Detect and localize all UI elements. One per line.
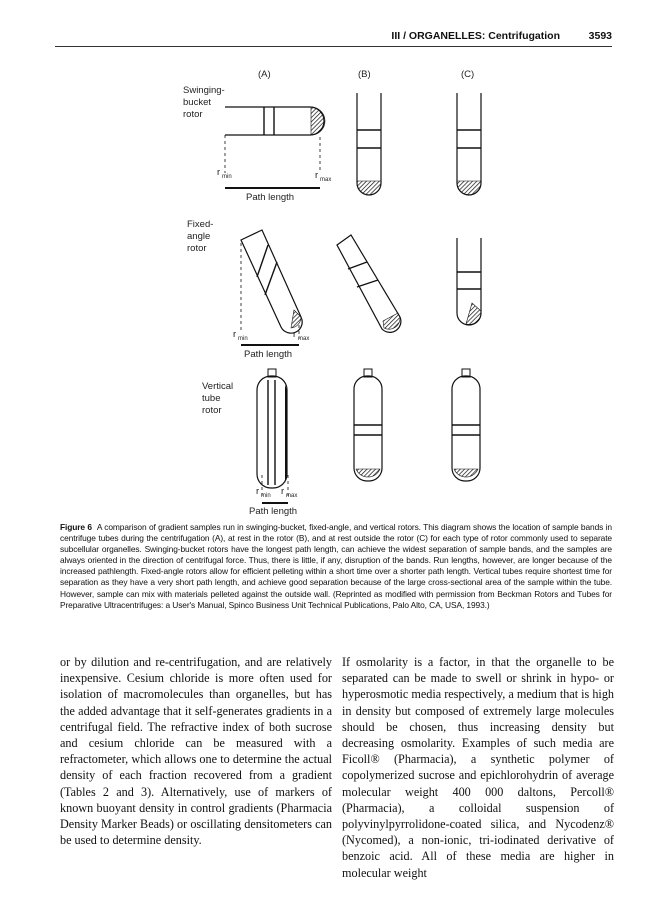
tube-b-swinging (357, 93, 381, 195)
row1-label-line2: bucket (183, 97, 211, 108)
row2-rmax-sub: max (298, 336, 310, 342)
row1-path-length: Path length (246, 192, 295, 203)
row3-label-line2: tube (202, 393, 221, 404)
row2-rmax: r (293, 329, 297, 340)
tube-c-vertical (452, 376, 480, 481)
row3-path-length: Path length (249, 506, 298, 517)
pellet-a-swinging (311, 107, 325, 135)
rotor-diagram (0, 55, 668, 525)
row2-label-line2: angle (187, 231, 211, 242)
figure-6 (0, 55, 668, 525)
tube-a-vertical (257, 376, 287, 488)
row2-path-length: Path length (244, 349, 293, 360)
column-label-b: (B) (358, 69, 371, 80)
column-label-a: (A) (258, 69, 271, 80)
running-title: III / ORGANELLES: Centrifugation (391, 30, 560, 42)
body-column-right: If osmolarity is a factor, in that the organelle to be separated can be made to swell or shrink in hypo- or hyperosmotic media respectively, a medium that is high in density but composed of extremely large molecules should be chosen, thus increasing density but decreasing osmolarity. Examples of such media are Ficoll® (Pharmacia), a synthetic polymer of copolymerized sucrose and epichlorohydrin of average molecular weight 400 000 daltons, Percoll® (Pharmacia), a colloidal suspension of polyvinylpyrrolidone-coated silica, and Nycodenz® (Nycomed), a non-ionic, tri-iodinated derivative of benzoic acid. All of these media are higher in molecular weight (342, 655, 615, 880)
row-swinging-bucket (183, 85, 481, 203)
row3-label-line3: rotor (202, 405, 222, 416)
row1-rmin: r (217, 167, 221, 178)
row2-label-line1: Fixed- (187, 219, 214, 230)
row3-rmin: r (256, 486, 260, 497)
row1-label-line3: rotor (183, 109, 203, 120)
row1-label-line1: Swinging- (183, 85, 225, 96)
figure-caption (60, 522, 612, 611)
row2-rmin: r (233, 329, 237, 340)
column-label-c: (C) (461, 69, 475, 80)
row-vertical-tube (202, 369, 480, 517)
tube-b-vertical (354, 376, 382, 481)
row3-label-line1: Vertical (202, 381, 234, 392)
body-column-left: or by dilution and re-centrifugation, and are relatively inexpensive. Cesium chloride is more often used for isolation of macromolecules than organelles, but has the added advantage that it self-generates gradients in a centrifugal field. The refractive index of both sucrose and cesium chloride can be measured with a refractometer, which allows one to determine the actual density of each fraction recovered from a gradient (Tables 2 and 3). Alternatively, use of markers of known buoyant density in control gradients (Pharmacia Density Marker Beads) or oscillating densitometers can be used to determine density. (60, 655, 332, 848)
row3-rmax: r (281, 486, 285, 497)
row2-label-line3: rotor (187, 243, 207, 254)
row1-rmax: r (315, 170, 319, 181)
running-header (55, 30, 612, 47)
row1-rmax-sub: max (320, 177, 332, 183)
row1-rmin-sub: min (222, 174, 232, 180)
page-number: 3593 (588, 30, 612, 42)
row2-rmin-sub: min (238, 336, 248, 342)
row-fixed-angle (187, 219, 481, 360)
row3-rmax-sub: max (286, 493, 298, 499)
figure-label: Figure 6 (60, 522, 92, 532)
caption-text: A comparison of gradient samples run in swinging-bucket, fixed-angle, and vertical rotors. This diagram shows the location of sample bands in centrifuge tubes during the centrifugation (A), at rest in the rotor (B), and at rest outside the rotor (C) for each type of rotor commonly used to separate subcellular organelles. Swinging-bucket rotors have the longest path length, can achieve the widest separation of sample bands, and the samples are always oriented in the direction of centrifugal force. Thus, there is little, if any, disruption of the bands. Run lengths, however, are longer because of the increased pathlength. Fixed-angle rotors allow for efficient pelleting within a short time over a shorter path length. Vertical tubes require shortest time for separation as they have a very short path length, and achieve good separation because of the large cross-sectional area of the sample within the tube. However, sample can mix with materials pelleted against the outside wall. (Reprinted as modified with permission from Beckman Rotors and Tubes for Preparative Ultracentrifuges: a User's Manual, Spinco Business Unit Technical Publications, Palo Alto, CA, USA, 1993.) (60, 522, 612, 610)
tube-c-swinging (457, 93, 481, 195)
row3-rmin-sub: min (261, 493, 271, 499)
